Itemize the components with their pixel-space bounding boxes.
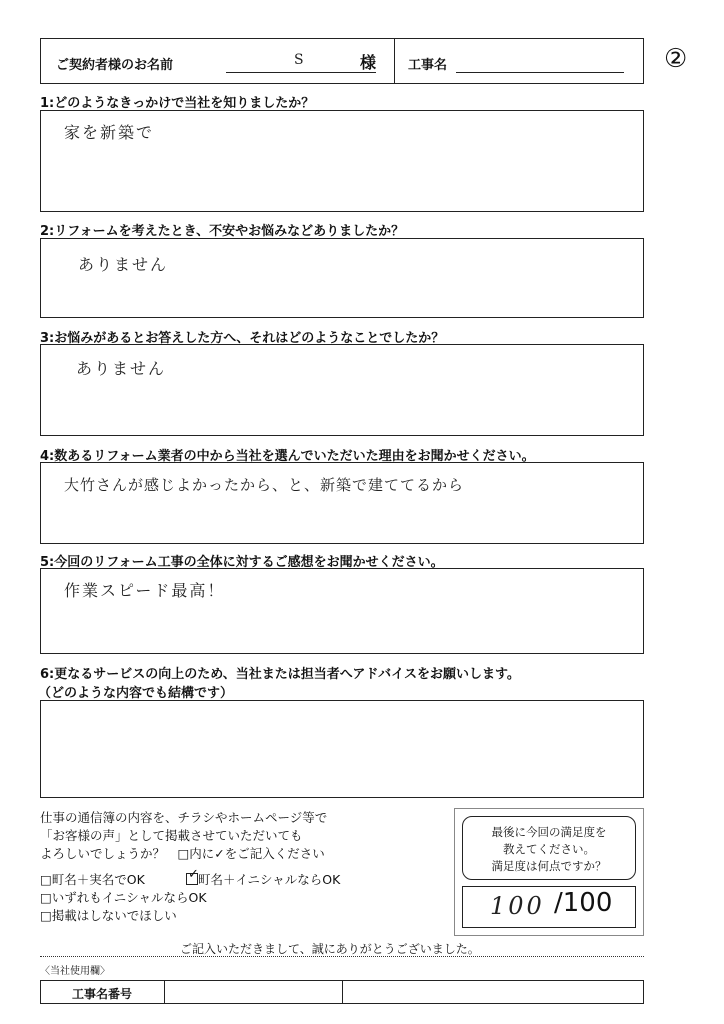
name-value[interactable]: S (294, 52, 306, 68)
consent-option-initial[interactable] (186, 867, 341, 888)
satisfaction-line-3: 満足度は何点ですか？ (491, 859, 607, 873)
consent-option-initial-label: 町名＋イニシャルならOK (198, 872, 341, 887)
consent-option-real-name[interactable]: □町名＋実名でOK (40, 872, 145, 887)
question-1-answer: 家を新築で (64, 123, 155, 142)
question-5-answer: 作業スピード最高！ (64, 581, 226, 600)
office-divider-2 (342, 980, 343, 1004)
office-divider-1 (164, 980, 165, 1004)
name-line (226, 72, 376, 73)
office-use-label: 〈当社使用欄〉 (40, 966, 110, 977)
question-4-label: 4:数あるリフォーム業者の中から当社を選んでいただいた理由をお聞かせください。 (40, 449, 535, 464)
satisfaction-line-2: 教えてください。 (503, 842, 595, 856)
work-number-field-2[interactable] (344, 982, 642, 1002)
thanks-divider (40, 956, 644, 957)
consent-option-all-initials[interactable]: □いずれもイニシャルならOK (40, 890, 207, 905)
satisfaction-score: 100 (490, 892, 545, 920)
work-name-label: 工事名 (408, 58, 448, 73)
question-6-sublabel: （どのような内容でも結構です） (38, 686, 234, 701)
question-2-answer-box[interactable] (40, 238, 644, 318)
question-3-answer: ありません (76, 359, 167, 378)
header-divider (394, 38, 395, 84)
question-6-answer-box[interactable] (40, 700, 644, 798)
question-5-label: 5:今回のリフォーム工事の全体に対するご感想をお聞かせください。 (40, 555, 444, 570)
work-number-label: 工事名番号 (71, 987, 132, 1001)
satisfaction-total: /100 (554, 888, 613, 918)
thank-you-text: ご記入いただきまして、誠にありがとうございました。 (180, 942, 480, 956)
consent-option-no-publish[interactable]: □掲載はしないでほしい (40, 908, 177, 923)
question-3-label: 3:お悩みがあるとお答えした方へ、それはどのようなことでしたか？ (40, 331, 445, 346)
consent-line-2: 「お客様の声」として掲載させていただいても (40, 828, 303, 843)
honorific: 様 (360, 53, 377, 72)
question-1-label: 1:どのようなきっかけで当社を知りましたか？ (40, 96, 315, 111)
question-2-label: 2:リフォームを考えたとき、不安やお悩みなどありましたか？ (40, 224, 405, 239)
question-6-label: 6:更なるサービスの向上のため、当社または担当者へアドバイスをお願いします。 (40, 667, 520, 682)
satisfaction-line-1: 最後に今回の満足度を (491, 825, 607, 839)
page-number: ② (664, 44, 688, 74)
consent-line-3: よろしいでしょうか？ □内に✓をご記入ください (40, 846, 325, 861)
work-name-line[interactable] (456, 72, 624, 73)
name-label: ご契約者様のお名前 (56, 58, 174, 73)
question-4-answer: 大竹さんが感じよかったから、と、新築で建ててるから (64, 476, 465, 494)
question-2-answer: ありません (78, 255, 169, 274)
work-number-field-1[interactable] (166, 982, 340, 1002)
checked-box-icon[interactable]: ✓ (186, 873, 198, 885)
consent-line-1: 仕事の通信簿の内容を、チラシやホームページ等で (40, 810, 328, 825)
